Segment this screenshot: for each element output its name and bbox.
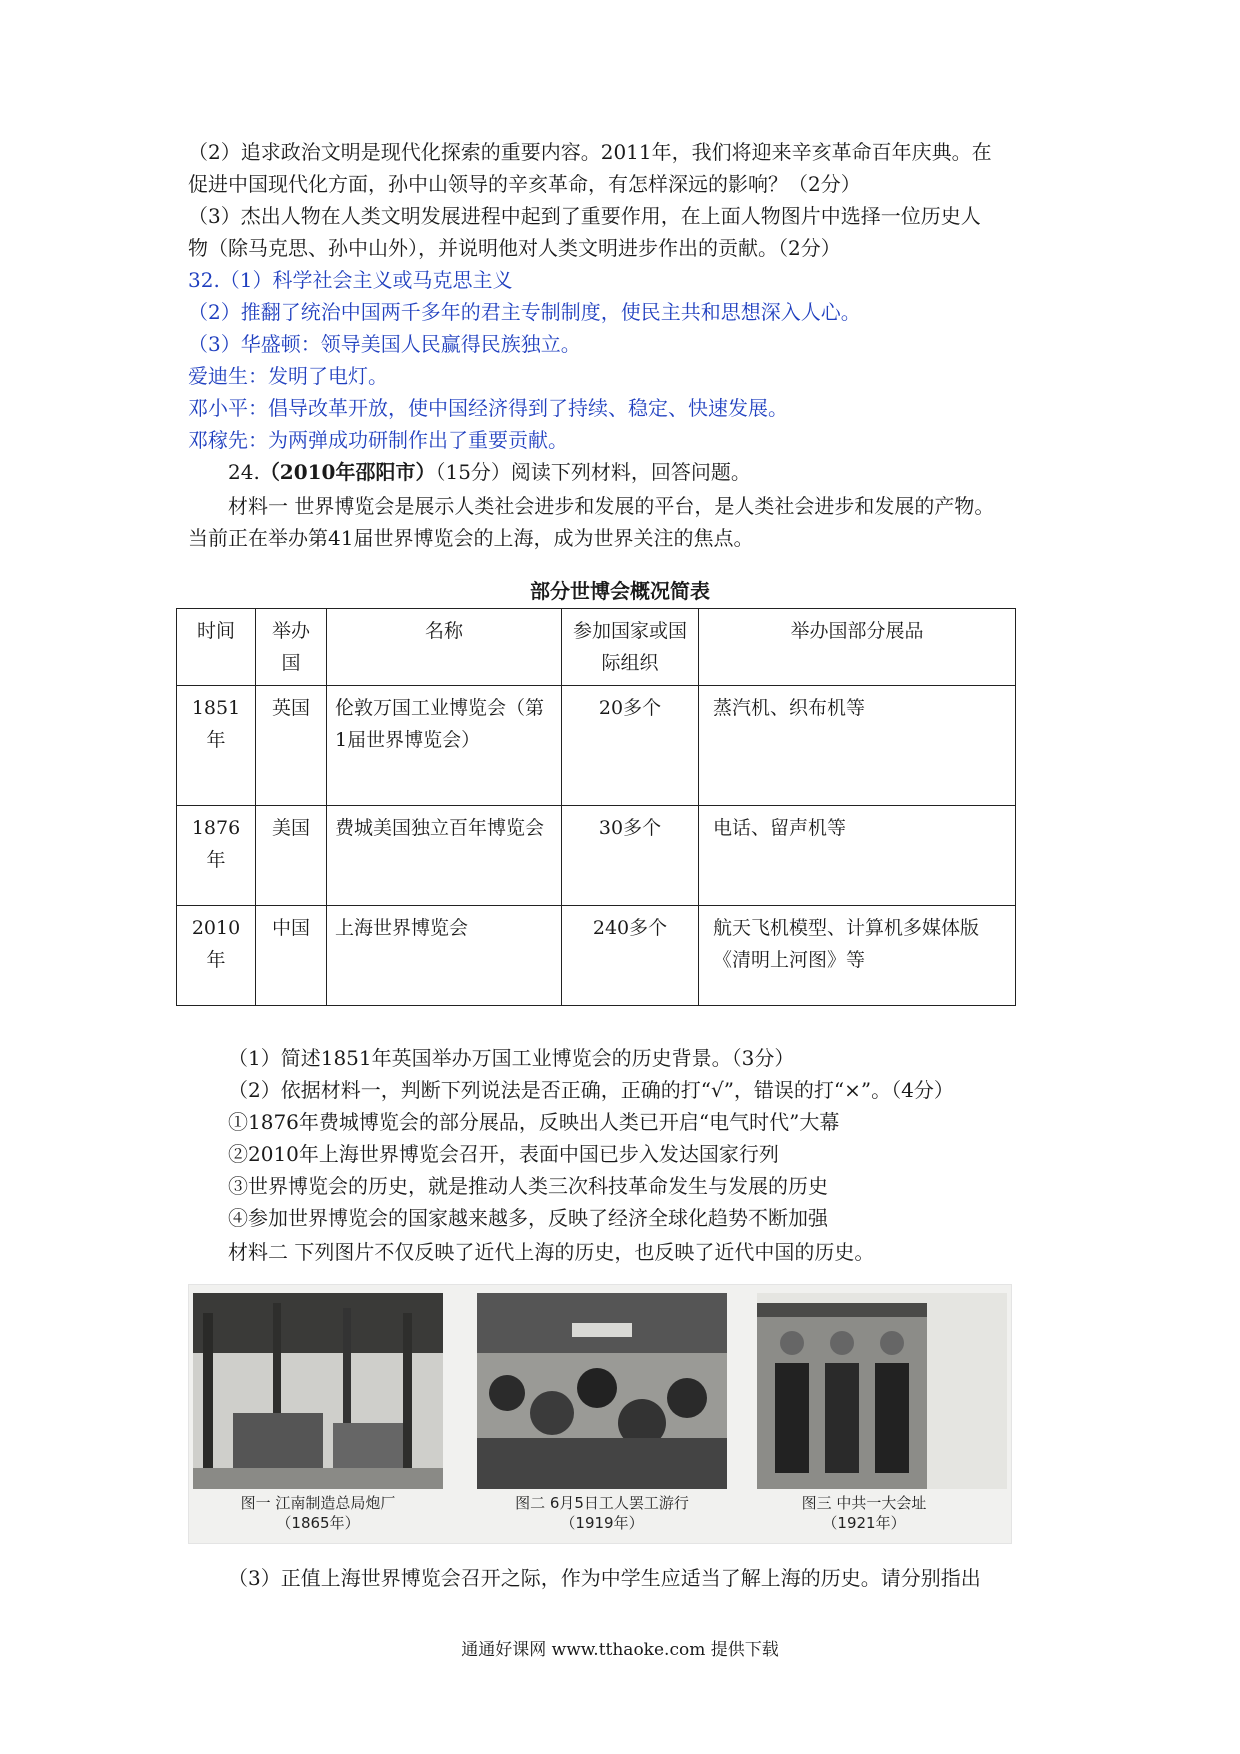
cell-count: 20多个 bbox=[562, 686, 699, 806]
photo-1-title: 图一 江南制造总局炮厂 bbox=[240, 1494, 396, 1512]
material-2: 材料二 下列图片不仅反映了近代上海的历史，也反映了近代中国的历史。 bbox=[228, 1240, 875, 1264]
answer-32-6: 邓稼先：为两弹成功研制作出了重要贡献。 bbox=[188, 428, 568, 452]
photo-2-title: 图二 6月5日工人罢工游行 bbox=[515, 1494, 689, 1512]
material-1-line-2: 当前正在举办第41届世界博览会的上海，成为世界关注的焦点。 bbox=[188, 526, 754, 550]
question-2-line-2: 促进中国现代化方面，孙中山领导的辛亥革命，有怎样深远的影响？（2分） bbox=[188, 172, 861, 196]
statement-4: ④参加世界博览会的国家越来越多，反映了经济全球化趋势不断加强 bbox=[228, 1206, 828, 1230]
meeting-site-photo bbox=[757, 1293, 1007, 1489]
statement-1: ①1876年费城博览会的部分展品，反映出人类已开启“电气时代”大幕 bbox=[228, 1110, 840, 1134]
header-participants: 参加国家或国际组织 bbox=[562, 609, 699, 686]
cell-items: 电话、留声机等 bbox=[699, 806, 1016, 906]
subquestion-2: （2）依据材料一，判断下列说法是否正确，正确的打“√”，错误的打“×”。（4分） bbox=[228, 1078, 954, 1102]
answer-32-2: （2）推翻了统治中国两千多年的君主专制制度，使民主共和思想深入人心。 bbox=[188, 300, 861, 324]
header-time: 时间 bbox=[177, 609, 256, 686]
answer-32-5: 邓小平：倡导改革开放，使中国经济得到了持续、稳定、快速发展。 bbox=[188, 396, 788, 420]
material-1-line-1: 材料一 世界博览会是展示人类社会进步和发展的平台，是人类社会进步和发展的产物。 bbox=[228, 494, 995, 518]
cell-name: 费城美国独立百年博览会 bbox=[327, 806, 562, 906]
header-name: 名称 bbox=[327, 609, 562, 686]
page-footer: 通通好课网 www.tthaoke.com 提供下载 bbox=[461, 1640, 779, 1660]
photo-3-title: 图三 中共一大会址 bbox=[801, 1494, 927, 1512]
photo-1-caption bbox=[193, 1493, 443, 1533]
question-24-heading bbox=[228, 456, 1108, 488]
photo-2-caption bbox=[477, 1493, 727, 1533]
statement-2: ②2010年上海世界博览会召开，表面中国已步入发达国家行列 bbox=[228, 1142, 779, 1166]
question-24-source: （2010年邵阳市） bbox=[259, 460, 436, 484]
question-2-line-1: （2）追求政治文明是现代化探索的重要内容。2011年，我们将迎来辛亥革命百年庆典。在 bbox=[188, 140, 992, 164]
question-24-number: 24. bbox=[228, 460, 260, 484]
factory-photo bbox=[193, 1293, 443, 1489]
photo-1-year: （1865年） bbox=[276, 1514, 360, 1532]
cell-year: 1876年 bbox=[177, 806, 256, 906]
table-header-row bbox=[177, 609, 1016, 686]
subquestion-1: （1）简述1851年英国举办万国工业博览会的历史背景。（3分） bbox=[228, 1046, 795, 1070]
header-host-country: 举办国 bbox=[256, 609, 327, 686]
photo-3-caption bbox=[739, 1493, 989, 1533]
question-3-line-2: 物（除马克思、孙中山外），并说明他对人类文明进步作出的贡献。（2分） bbox=[188, 236, 841, 260]
cell-country: 英国 bbox=[256, 686, 327, 806]
cell-count: 30多个 bbox=[562, 806, 699, 906]
table-title: 部分世博会概况简表 bbox=[530, 579, 710, 603]
cell-year: 2010年 bbox=[177, 906, 256, 1006]
answer-32-3: （3）华盛顿：领导美国人民赢得民族独立。 bbox=[188, 332, 581, 356]
cell-name: 伦敦万国工业博览会（第1届世界博览会） bbox=[327, 686, 562, 806]
cell-country: 美国 bbox=[256, 806, 327, 906]
cell-name: 上海世界博览会 bbox=[327, 906, 562, 1006]
photo-3-year: （1921年） bbox=[822, 1514, 906, 1532]
expo-table bbox=[176, 608, 1016, 1006]
table-row bbox=[177, 806, 1016, 906]
photo-2-year: （1919年） bbox=[560, 1514, 644, 1532]
question-3-line-1: （3）杰出人物在人类文明发展进程中起到了重要作用，在上面人物图片中选择一位历史人 bbox=[188, 204, 981, 228]
answer-32-1: 32.（1）科学社会主义或马克思主义 bbox=[188, 268, 513, 292]
cell-year: 1851年 bbox=[177, 686, 256, 806]
cell-count: 240多个 bbox=[562, 906, 699, 1006]
strike-parade-photo bbox=[477, 1293, 727, 1489]
table-row bbox=[177, 906, 1016, 1006]
statement-3: ③世界博览会的历史，就是推动人类三次科技革命发生与发展的历史 bbox=[228, 1174, 828, 1198]
subquestion-3: （3）正值上海世界博览会召开之际，作为中学生应适当了解上海的历史。请分别指出 bbox=[228, 1566, 981, 1590]
question-24-instruction: （15分）阅读下列材料，回答问题。 bbox=[435, 460, 751, 484]
cell-items: 航天飞机模型、计算机多媒体版《清明上河图》等 bbox=[699, 906, 1016, 1006]
cell-country: 中国 bbox=[256, 906, 327, 1006]
header-exhibits: 举办国部分展品 bbox=[699, 609, 1016, 686]
cell-items: 蒸汽机、织布机等 bbox=[699, 686, 1016, 806]
table-row bbox=[177, 686, 1016, 806]
historical-photos bbox=[188, 1284, 1012, 1544]
answer-32-4: 爱迪生：发明了电灯。 bbox=[188, 364, 388, 388]
